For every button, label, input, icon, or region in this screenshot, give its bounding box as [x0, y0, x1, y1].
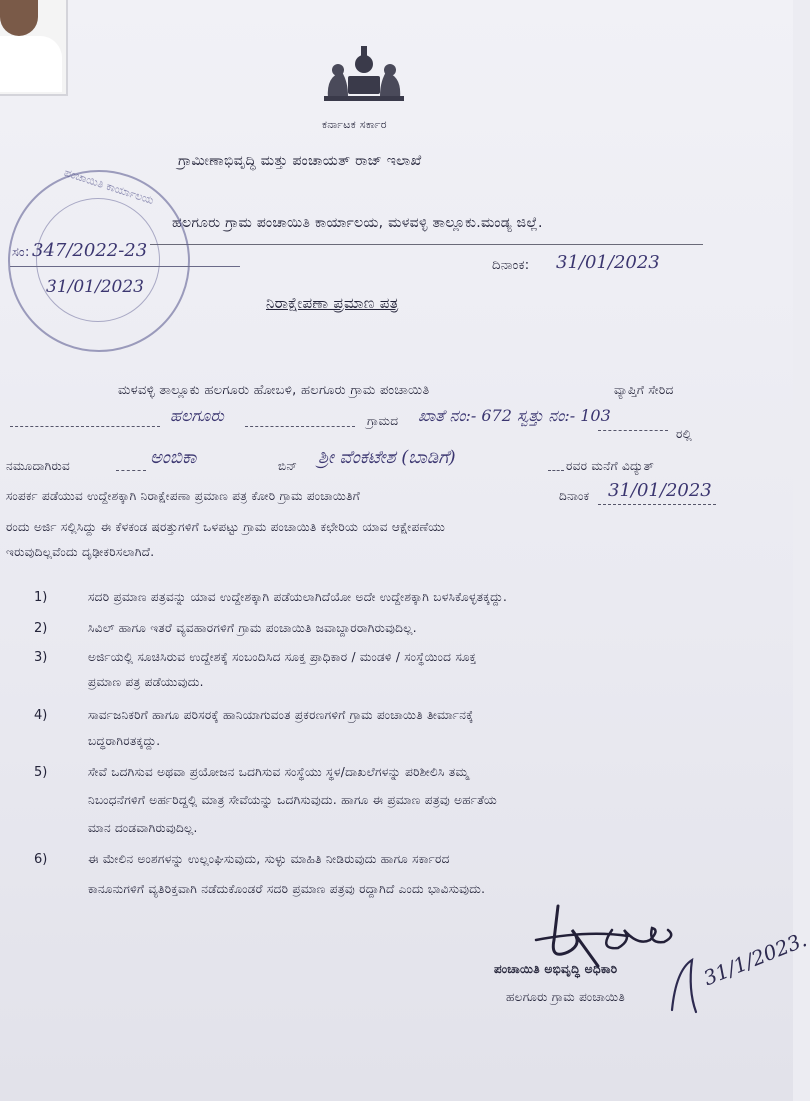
name-field: ಅಂಬಿಕಾ — [150, 447, 197, 468]
condition-6-line2: ಕಾನೂನುಗಳಿಗೆ ವ್ಯತಿರಿಕ್ತವಾಗಿ ನಡೆದುಕೊಂಡರೆ ಸದರಿ ಪ್ರಮಾಣ ಪತ್ರವು ರದ್ದಾಗಿದೆ ಎಂದು ಭಾವಿಸುವುದು. — [88, 882, 486, 896]
ref-number: 347/2022-23 — [32, 240, 148, 261]
condition-5-number: 5) — [34, 765, 48, 780]
office-seal — [8, 165, 190, 352]
officer-office: ಹಲಗೂರು ಗ್ರಾಮ ಪಂಚಾಯಿತಿ — [506, 990, 625, 1004]
body-line1-end: ವ್ಯಾಪ್ತಿಗೆ ಸೇರಿದ — [614, 383, 674, 397]
application-date-dashline — [598, 504, 716, 505]
condition-4-line1: ಸಾರ್ವಜನಿಕರಿಗೆ ಹಾಗೂ ಪರಿಸರಕ್ಕೆ ಹಾನಿಯಾಗುವಂತ ಪ್ರಕರಣಗಳಿಗೆ ಗ್ರಾಮ ಪಂಚಾಯಿತಿ ತೀರ್ಮಾನಕ್ಕೆ — [88, 708, 474, 722]
condition-5-line2: ನಿಬಂಧನೆಗಳಿಗೆ ಅರ್ಹರಿದ್ದಲ್ಲಿ ಮಾತ್ರ ಸೇವೆಯನ್ನು ಒದಗಿಸುವುದು. ಹಾಗೂ ಈ ಪ್ರಮಾಣ ಪತ್ರವು ಅರ್ಹತೆಯ — [88, 793, 498, 807]
condition-3-line1: ಅರ್ಜಿಯಲ್ಲಿ ಸೂಚಿಸಿರುವ ಉದ್ದೇಶಕ್ಕೆ ಸಂಬಂದಿಸಿದ ಸೂಕ್ತ ಪ್ರಾಧಿಕಾರ / ಮಂಡಳಿ / ಸಂಸ್ಥೆಯಿಂದ ಸೂಕ್ತ — [88, 650, 477, 664]
condition-5-line1: ಸೇವೆ ಒದಗಿಸುವ ಅಥವಾ ಪ್ರಯೋಜನ ಒದಗಿಸುವ ಸಂಸ್ಥೆಯು ಸ್ಥಳ/ದಾಖಲೆಗಳನ್ನು ಪರಿಶೀಲಿಸಿ ತಮ್ಮ — [88, 765, 469, 779]
condition-1-line: ಸದರಿ ಪ್ರಮಾಣ ಪತ್ರವನ್ನು ಯಾವ ಉದ್ದೇಶಕ್ಕಾಗಿ ಪಡೆಯಲಾಗಿದೆಯೋ ಅದೇ ಉದ್ದೇಶಕ್ಕಾಗಿ ಬಳಸಿಕೊಳ್ಳತಕ್ಕದ್ದು. — [88, 590, 508, 604]
dinanka-label: ದಿನಾಂಕ — [559, 489, 590, 503]
condition-2-line: ಸಿವಿಲ್ ಹಾಗೂ ಇತರೆ ವ್ಯವಹಾರಗಳಿಗೆ ಗ್ರಾಮ ಪಂಚಾಯಿತಿ ಜವಾಬ್ದಾರರಾಗಿರುವುದಿಲ್ಲ. — [88, 621, 417, 635]
body-line3: ಸಂಪರ್ಕ ಪಡೆಯುವ ಉದ್ದೇಶಕ್ಕಾಗಿ ನಿರಾಕ್ಷೇಪಣಾ ಪ್ರಮಾಣ ಪತ್ರ ಕೋರಿ ಗ್ರಾಮ ಪಂಚಾಯಿತಿಗೆ — [6, 489, 361, 503]
document-title: ನಿರಾಕ್ಷೇಪಣಾ ಪ್ರಮಾಣ ಪತ್ರ — [266, 294, 399, 312]
body-line4: ರಂದು ಅರ್ಜಿ ಸಲ್ಲಿಸಿದ್ದು ಈ ಕೆಳಕಂಡ ಷರತ್ತುಗಳಿಗೆ ಒಳಪಟ್ಟು ಗ್ರಾಮ ಪಂಚಾಯಿತಿ ಕಛೇರಿಯ ಯಾವ ಆಕ್ಷೇಪಣೆಯು — [6, 520, 446, 534]
office-name: ಹಲಗೂರು ಗ್ರಾಮ ಪಂಚಾಯಿತಿ ಕಾರ್ಯಾಲಯ, ಮಳವಳ್ಳಿ ತಾಲ್ಲೂಕು.ಮಂಡ್ಯ ಜಿಲ್ಲೆ. — [172, 215, 543, 231]
village-dashline-left — [10, 426, 160, 427]
condition-5-line3: ಮಾನ ದಂಡವಾಗಿರುವುದಿಲ್ಲ. — [88, 821, 198, 835]
ref-date: 31/01/2023 — [46, 277, 144, 297]
header-rule — [150, 244, 703, 245]
condition-1-number: 1) — [34, 590, 48, 605]
application-date-field: 31/01/2023 — [608, 480, 712, 501]
property-dashline — [598, 430, 668, 431]
condition-4-line2: ಬದ್ಧರಾಗಿರತಕ್ಕದ್ದು. — [88, 734, 161, 748]
body-line5: ಇರುವುದಿಲ್ಲವೆಂದು ದೃಢೀಕರಿಸಲಾಗಿದೆ. — [6, 545, 155, 559]
department-name: ಗ್ರಾಮೀಣಾಭಿವೃದ್ಧಿ ಮತ್ತು ಪಂಚಾಯತ್ ರಾಜ್ ಇಲಾಖೆ — [178, 153, 422, 169]
photo-face — [0, 0, 38, 36]
condition-3-line2: ಪ್ರಮಾಣ ಪತ್ರ ಪಡೆಯುವುದು. — [88, 675, 204, 689]
applicant-photo — [0, 0, 68, 96]
name-dashline-left — [116, 470, 146, 471]
condition-6-line1: ಈ ಮೇಲಿನ ಅಂಶಗಳನ್ನು ಉಲ್ಲಂಘಿಸುವುದು, ಸುಳ್ಳು ಮಾಹಿತಿ ನೀಡಿರುವುದು ಹಾಗೂ ಸರ್ಕಾರದ — [88, 852, 450, 866]
grama-label: ಗ್ರಾಮದ — [367, 414, 399, 428]
karnataka-emblem-icon — [318, 42, 410, 104]
govt-name: ಕರ್ನಾಟಕ ಸರ್ಕಾರ — [322, 118, 387, 131]
date-value: 31/01/2023 — [556, 252, 660, 273]
bin-label: ಬಿನ್ — [278, 459, 298, 473]
namudu-label: ನಮೂದಾಗಿರುವ — [6, 459, 70, 473]
ralli-label: ರಲ್ಲಿ — [676, 427, 693, 441]
seal-text: ಪಂಚಾಯಿತಿ ಕಾರ್ಯಾಲಯ — [62, 165, 156, 208]
village-dashline-right — [245, 426, 355, 427]
date-label: ದಿನಾಂಕ: — [492, 258, 530, 273]
signed-date: 31/1/2023. — [700, 927, 810, 991]
ref-number-label: ಸಂ: — [12, 245, 30, 260]
photo-shirt — [0, 36, 62, 92]
father-field: ಶ್ರೀ ವೆಂಕಟೇಶ (ಬಾಡಿಗೆ) — [318, 447, 456, 468]
condition-2-number: 2) — [34, 621, 48, 636]
body-line1: ಮಳವಳ್ಳಿ ತಾಲ್ಲೂಕು ಹಲಗೂರು ಹೋಬಳಿ, ಹಲಗೂರು ಗ್ರಾಮ ಪಂಚಾಯಿತಿ — [118, 383, 430, 398]
village-field: ಹಲಗೂರು — [170, 406, 224, 425]
officer-designation: ಪಂಚಾಯಿತಿ ಅಭಿವೃದ್ಧಿ ಅಧಿಕಾರಿ — [494, 962, 618, 976]
father-dashline-right — [548, 470, 564, 471]
condition-6-number: 6) — [34, 852, 48, 867]
condition-4-number: 4) — [34, 708, 48, 723]
condition-3-number: 3) — [34, 650, 48, 665]
property-field: ಖಾತೆ ನಂ:- 672 ಸ್ವತ್ತು ನಂ:- 103 — [418, 406, 611, 425]
ref-underline — [10, 266, 240, 267]
ravara-label: ರವರ ಮನೆಗೆ ವಿದ್ಯುತ್ — [566, 459, 655, 473]
